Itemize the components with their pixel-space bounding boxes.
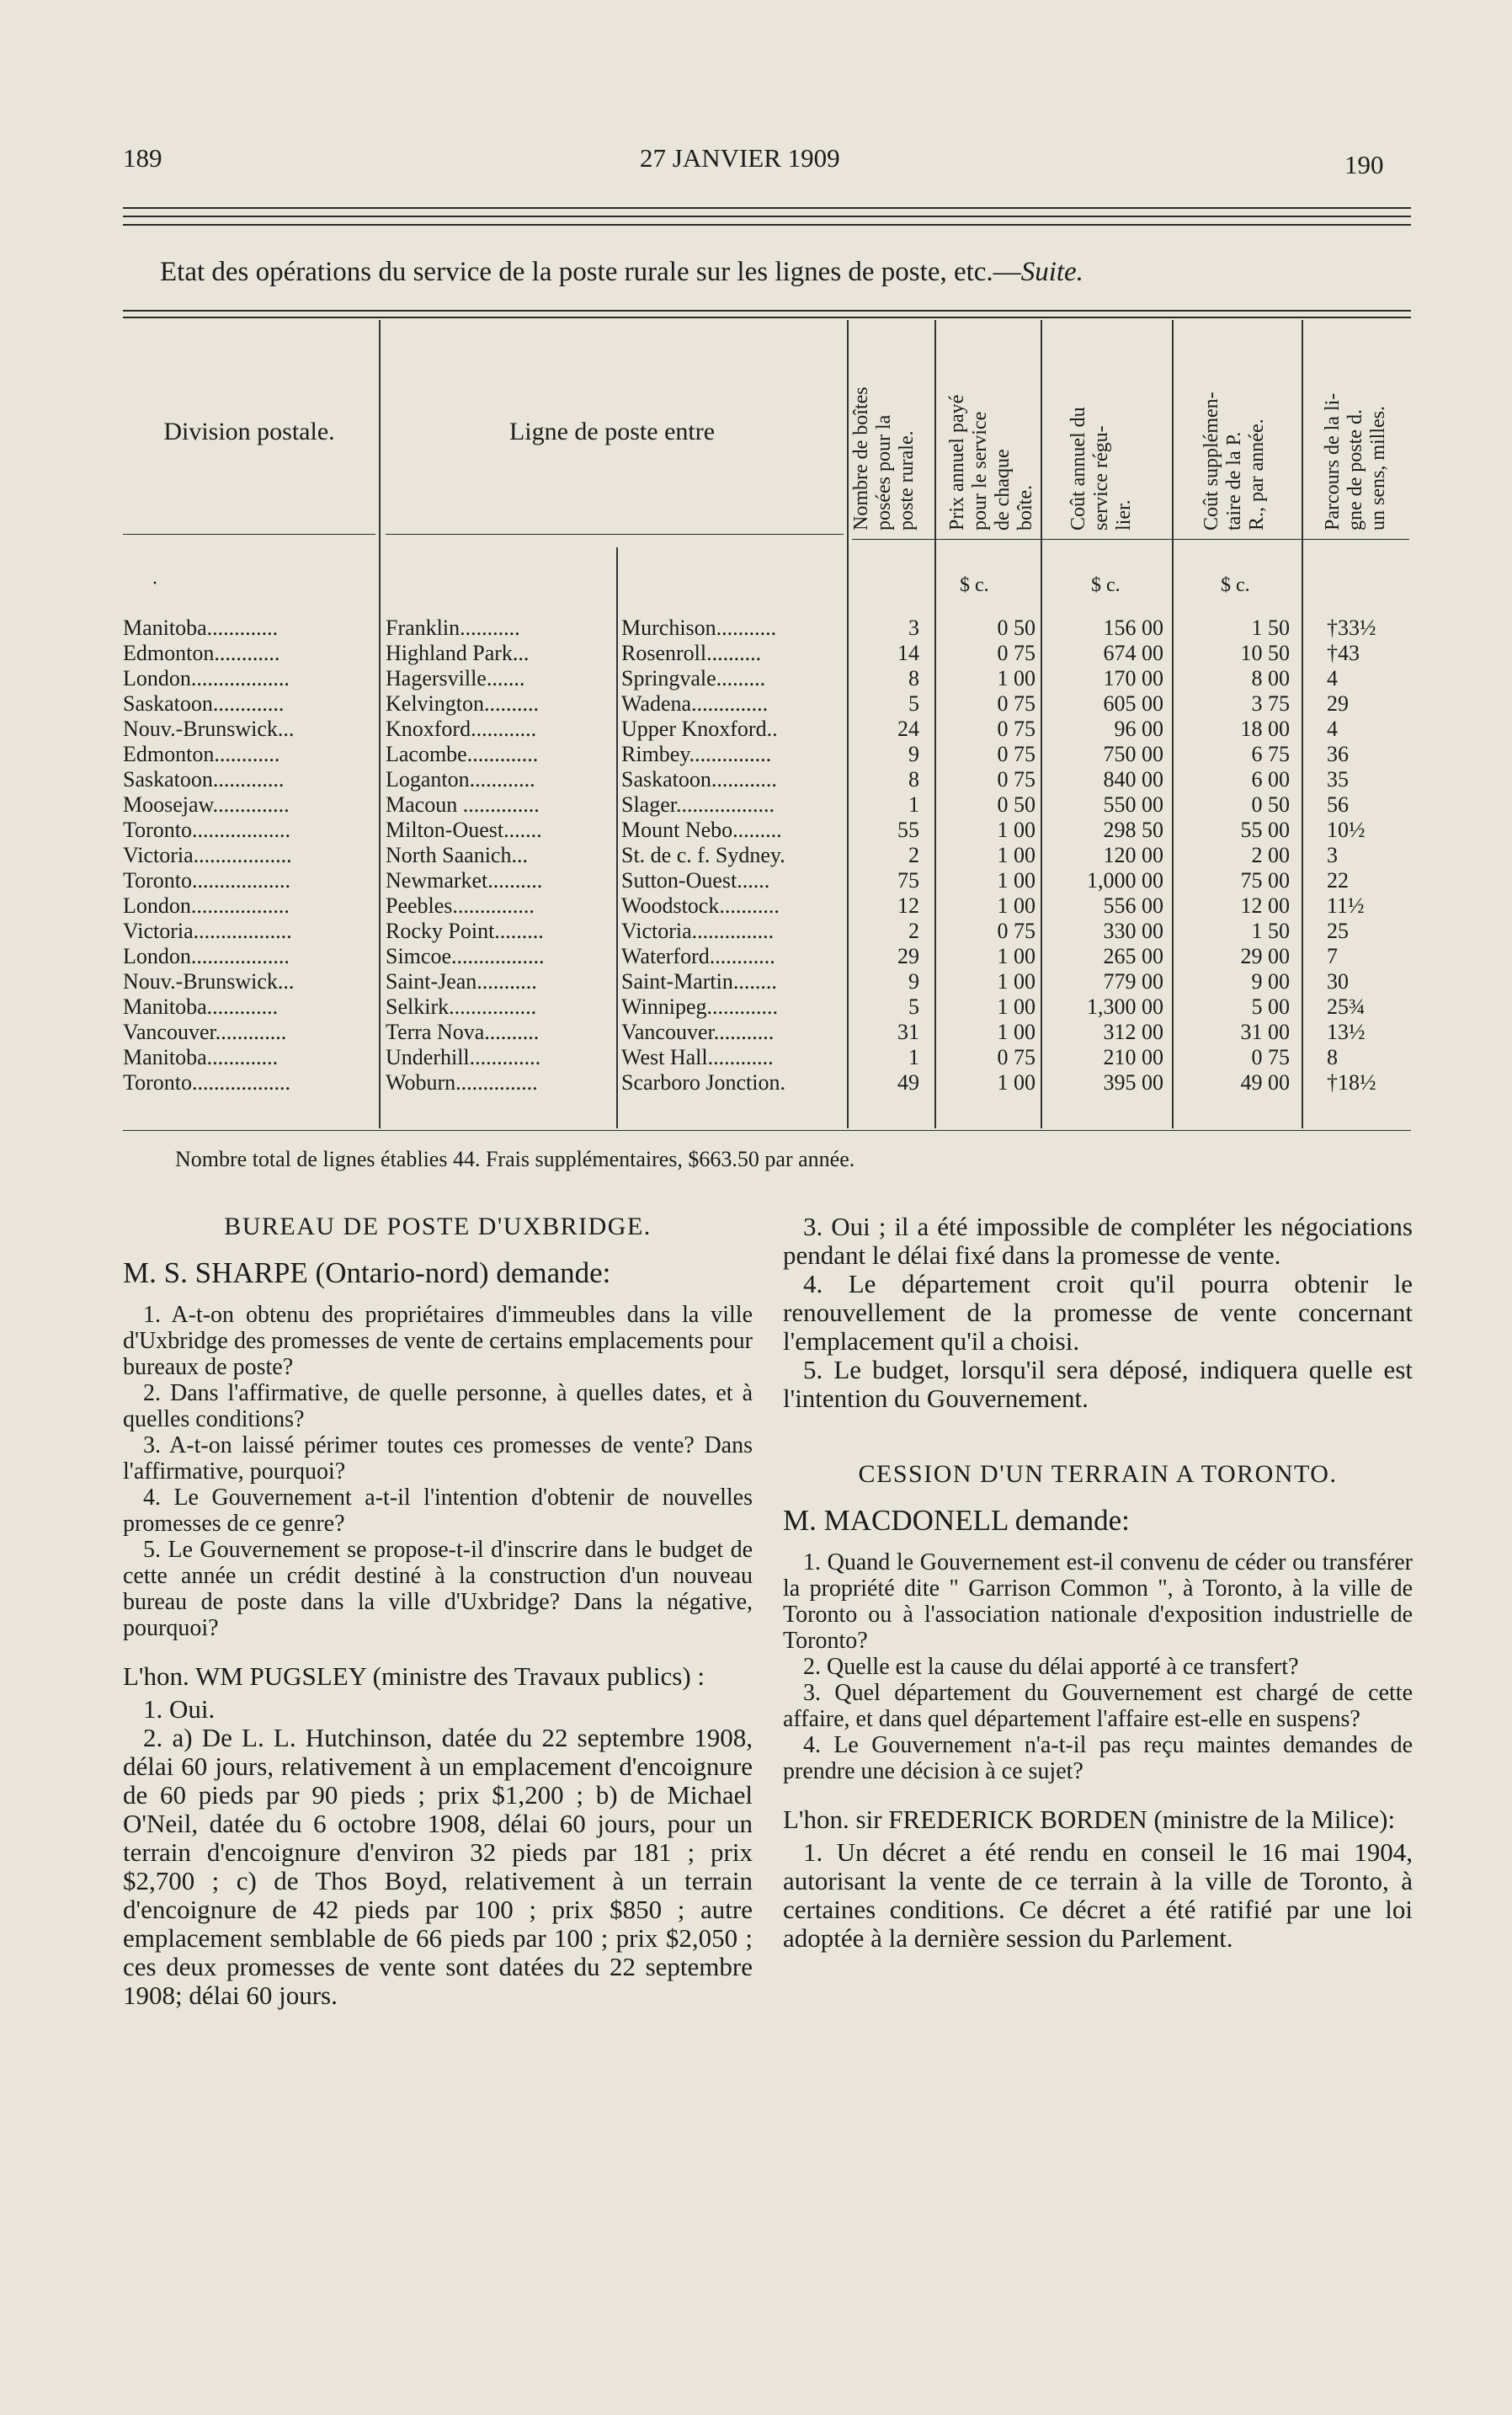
- cell-supplementary-cost: 31 00: [1240, 1020, 1290, 1044]
- cell-supplementary-cost: 8 00: [1251, 666, 1290, 690]
- table-row: [0, 666, 1512, 691]
- cell-supplementary-cost: 0 50: [1251, 792, 1290, 817]
- cell-annual-cost: 210 00: [1103, 1045, 1163, 1069]
- col-header-supp: Coût supplémen- taire de la P. R., par année.: [1201, 392, 1268, 530]
- cell-division: Manitoba.............: [123, 616, 279, 640]
- cell-miles: 25¾: [1327, 994, 1366, 1019]
- table-row: [0, 717, 1512, 742]
- left-column: [123, 1213, 753, 2010]
- answer-paragraph: 1. Oui.: [143, 1694, 216, 1724]
- cell-supplementary-cost: 6 75: [1251, 742, 1290, 766]
- table-row: [0, 919, 1512, 944]
- table-row: [0, 767, 1512, 792]
- cell-supplementary-cost: 10 50: [1240, 641, 1290, 665]
- cell-division: Nouv.-Brunswick...: [123, 717, 295, 741]
- cell-annual-cost: 312 00: [1103, 1020, 1163, 1044]
- question-paragraph: 2. Quelle est la cause du délai apporté à ce transfert?: [803, 1654, 1299, 1680]
- minister-line-borden: L'hon. sir FREDERICK BORDEN (ministre de la Milice):: [783, 1805, 1396, 1834]
- cell-price: 1 00: [997, 944, 1036, 968]
- cell-annual-cost: 605 00: [1103, 691, 1163, 716]
- col-header-line: Ligne de poste entre: [508, 418, 716, 445]
- cell-supplementary-cost: 49 00: [1240, 1070, 1290, 1095]
- cell-line-from: Kelvington..........: [386, 691, 539, 716]
- cell-boxes: 8: [908, 767, 919, 792]
- cell-supplementary-cost: 9 00: [1251, 969, 1290, 994]
- cell-line-from: Hagersville.......: [386, 666, 525, 690]
- cell-price: 1 00: [997, 818, 1036, 842]
- cell-price: 0 75: [997, 717, 1036, 741]
- cell-division: London..................: [123, 666, 290, 690]
- cell-supplementary-cost: 3 75: [1251, 691, 1290, 716]
- cell-line-to: Scarboro Jonction.: [621, 1070, 785, 1095]
- cell-line-from: Woburn...............: [386, 1070, 538, 1095]
- cell-annual-cost: 1,300 00: [1087, 994, 1163, 1019]
- table-row: [0, 616, 1512, 641]
- cell-annual-cost: 120 00: [1103, 843, 1163, 867]
- cell-annual-cost: 840 00: [1103, 767, 1163, 792]
- cell-line-from: Rocky Point.........: [386, 919, 544, 943]
- page-number-right: 190: [1344, 150, 1384, 179]
- cell-supplementary-cost: 1 50: [1251, 616, 1290, 640]
- cell-line-to: West Hall............: [621, 1045, 774, 1069]
- cell-line-from: North Saanich...: [386, 843, 528, 867]
- cell-annual-cost: 156 00: [1103, 616, 1163, 640]
- cell-supplementary-cost: 12 00: [1240, 893, 1290, 918]
- cell-price: 1 00: [997, 1020, 1036, 1044]
- cell-supplementary-cost: 75 00: [1240, 868, 1290, 893]
- question-paragraph: 4. Le Gouvernement a-t-il l'intention d'obtenir de nouvelles promesses de ce genre?: [123, 1485, 753, 1537]
- cell-boxes: 55: [897, 818, 919, 842]
- cell-miles: †18½: [1327, 1070, 1376, 1095]
- unit-dot: ·: [152, 573, 158, 594]
- cell-line-from: Lacombe.............: [386, 742, 539, 766]
- table-row: [0, 893, 1512, 919]
- cell-miles: 3: [1327, 843, 1338, 867]
- cell-line-from: Franklin...........: [386, 616, 520, 640]
- table-row: [0, 792, 1512, 818]
- question-paragraph: 1. A-t-on obtenu des propriétaires d'immeubles dans la ville d'Uxbridge des promesses de vente de certains emplacements pour bureaux de poste?: [123, 1302, 753, 1380]
- question-paragraph: 3. A-t-on laissé périmer toutes ces promesses de vente? Dans l'affirmative, pourquoi?: [123, 1432, 753, 1485]
- cell-miles: 25: [1327, 919, 1349, 943]
- answer-list-uxbridge-continued: [783, 1213, 1413, 1413]
- cell-division: London..................: [123, 893, 290, 918]
- table-row: [0, 1070, 1512, 1096]
- cell-line-to: Victoria...............: [621, 919, 775, 943]
- answer-list-uxbridge: [123, 1695, 753, 2010]
- cell-line-to: Waterford............: [621, 944, 775, 968]
- cell-price: 0 75: [997, 919, 1036, 943]
- cell-miles: 36: [1327, 742, 1349, 766]
- question-paragraph: 2. Dans l'affirmative, de quelle personne, à quelles dates, et à quelles conditions?: [123, 1380, 753, 1432]
- table-row: [0, 969, 1512, 994]
- col-header-division: Division postale.: [163, 418, 335, 445]
- cell-boxes: 8: [908, 666, 919, 690]
- col-header-miles: Parcours de la li- gne de poste d. un sens, milles.: [1322, 392, 1389, 530]
- cell-boxes: 9: [908, 742, 919, 766]
- cell-price: 0 75: [997, 767, 1036, 792]
- cell-price: 1 00: [997, 893, 1036, 918]
- section-heading-toronto: CESSION D'UN TERRAIN A TORONTO.: [858, 1460, 1338, 1488]
- cell-division: Victoria..................: [123, 919, 292, 943]
- cell-miles: 29: [1327, 691, 1349, 716]
- col-header-price: Prix annuel payé pour le service de chaque boîte.: [946, 394, 1036, 530]
- cell-boxes: 14: [897, 641, 919, 665]
- cell-supplementary-cost: 1 50: [1251, 919, 1290, 943]
- unit-supp: $ c.: [1221, 574, 1250, 596]
- answer-paragraph: 1. Un décret a été rendu en conseil le 16 mai 1904, autorisant la vente de ce terrain à la ville de Toronto, à certaines conditions. Ce décret a été ratifié par une loi adoptée à la dernière session du Parlement.: [783, 1837, 1413, 1953]
- cell-line-to: Woodstock...........: [621, 893, 780, 918]
- cell-miles: 7: [1327, 944, 1338, 968]
- cell-line-from: Knoxford............: [386, 717, 537, 741]
- cell-line-to: Murchison...........: [621, 616, 777, 640]
- question-paragraph: 1. Quand le Gouvernement est-il convenu de céder ou transférer la propriété dite " Garrison Common ", à Toronto, à la ville de Toronto ou à l'association nationale d'exposition industrielle de Toronto?: [783, 1549, 1413, 1654]
- cell-line-from: Saint-Jean...........: [386, 969, 537, 994]
- cell-boxes: 24: [897, 717, 919, 741]
- asks-line-macdonell: M. MACDONELL demande:: [783, 1504, 1130, 1537]
- table-row: [0, 742, 1512, 767]
- answer-paragraph: 3. Oui ; il a été impossible de compléter les négociations pendant le délai fixé dans la promesse de vente.: [783, 1212, 1413, 1270]
- cell-division: London..................: [123, 944, 290, 968]
- cell-boxes: 12: [897, 893, 919, 918]
- question-paragraph: 5. Le Gouvernement se propose-t-il d'inscrire dans le budget de cette année un crédit destiné à la construction d'un nouveau bureau de poste dans la ville d'Uxbridge? Dans la négative, pourquoi?: [123, 1537, 753, 1641]
- table-title-suffix: Suite.: [1020, 257, 1083, 287]
- cell-division: Saskatoon.............: [123, 691, 285, 716]
- right-column: [783, 1213, 1413, 1953]
- cell-supplementary-cost: 6 00: [1251, 767, 1290, 792]
- cell-supplementary-cost: 29 00: [1240, 944, 1290, 968]
- cell-price: 1 00: [997, 666, 1036, 690]
- cell-boxes: 31: [897, 1020, 919, 1044]
- cell-division: Vancouver.............: [123, 1020, 287, 1044]
- cell-price: 0 50: [997, 616, 1036, 640]
- cell-division: Edmonton............: [123, 641, 280, 665]
- cell-annual-cost: 1,000 00: [1087, 868, 1163, 893]
- cell-supplementary-cost: 5 00: [1251, 994, 1290, 1019]
- table-row: [0, 868, 1512, 893]
- cell-annual-cost: 674 00: [1103, 641, 1163, 665]
- cell-supplementary-cost: 18 00: [1240, 717, 1290, 741]
- header-rule-2: [123, 216, 1411, 217]
- cell-annual-cost: 265 00: [1103, 944, 1163, 968]
- cell-division: Moosejaw..............: [123, 792, 290, 817]
- cell-boxes: 2: [908, 843, 919, 867]
- table-footer-note: Nombre total de lignes établies 44. Frais supplémentaires, $663.50 par année.: [175, 1147, 855, 1171]
- cell-price: 0 75: [997, 1045, 1036, 1069]
- col-header-cost: Coût annuel du service régu- lier.: [1067, 407, 1135, 530]
- table-row: [0, 944, 1512, 969]
- cell-price: 1 00: [997, 994, 1036, 1019]
- cell-line-from: Terra Nova..........: [386, 1020, 540, 1044]
- cell-line-to: Sutton-Ouest......: [621, 868, 770, 893]
- cell-line-to: Rimbey...............: [621, 742, 772, 766]
- cell-line-to: Springvale.........: [621, 666, 766, 690]
- cell-miles: 30: [1327, 969, 1349, 994]
- cell-price: 1 00: [997, 1070, 1036, 1095]
- cell-boxes: 5: [908, 994, 919, 1019]
- cell-price: 0 50: [997, 792, 1036, 817]
- cell-division: Edmonton............: [123, 742, 280, 766]
- cell-line-from: Newmarket..........: [386, 868, 543, 893]
- cell-price: 0 75: [997, 641, 1036, 665]
- cell-division: Manitoba.............: [123, 1045, 279, 1069]
- col-header-boxes: Nombre de boîtes posées pour la poste rurale.: [850, 387, 918, 530]
- cell-miles: 22: [1327, 868, 1349, 893]
- cell-boxes: 5: [908, 691, 919, 716]
- cell-miles: 13½: [1327, 1020, 1366, 1044]
- cell-line-from: Milton-Ouest.......: [386, 818, 542, 842]
- cell-miles: 4: [1327, 717, 1338, 741]
- table-row: [0, 818, 1512, 843]
- table-bottom-rule: [123, 1130, 1411, 1131]
- cell-supplementary-cost: 2 00: [1251, 843, 1290, 867]
- cell-annual-cost: 170 00: [1103, 666, 1163, 690]
- cell-line-to: Mount Nebo.........: [621, 818, 782, 842]
- cell-annual-cost: 550 00: [1103, 792, 1163, 817]
- cell-line-from: Macoun ..............: [386, 792, 540, 817]
- cell-boxes: 29: [897, 944, 919, 968]
- table-row: [0, 994, 1512, 1020]
- cell-miles: 4: [1327, 666, 1338, 690]
- cell-boxes: 75: [897, 868, 919, 893]
- header-underline-division: [123, 534, 375, 535]
- cell-division: Toronto..................: [123, 1070, 290, 1095]
- table-row: [0, 691, 1512, 717]
- table-row: [0, 1020, 1512, 1045]
- question-paragraph: 4. Le Gouvernement n'a-t-il pas reçu maintes demandes de prendre une décision à ce sujet?: [783, 1732, 1413, 1784]
- cell-division: Manitoba.............: [123, 994, 279, 1019]
- cell-annual-cost: 330 00: [1103, 919, 1163, 943]
- cell-price: 1 00: [997, 868, 1036, 893]
- cell-annual-cost: 556 00: [1103, 893, 1163, 918]
- cell-line-from: Underhill.............: [386, 1045, 541, 1069]
- cell-supplementary-cost: 0 75: [1251, 1045, 1290, 1069]
- cell-boxes: 3: [908, 616, 919, 640]
- cell-miles: †43: [1327, 641, 1360, 665]
- cell-line-to: Saskatoon............: [621, 767, 777, 792]
- answer-list-toronto: [783, 1838, 1413, 1953]
- cell-line-to: Winnipeg.............: [621, 994, 778, 1019]
- section-heading-uxbridge: BUREAU DE POSTE D'UXBRIDGE.: [224, 1213, 652, 1240]
- answer-paragraph: 5. Le budget, lorsqu'il sera déposé, indiquera quelle est l'intention du Gouvernement.: [783, 1355, 1413, 1413]
- cell-annual-cost: 750 00: [1103, 742, 1163, 766]
- cell-line-to: Rosenroll..........: [621, 641, 762, 665]
- cell-price: 0 75: [997, 691, 1036, 716]
- cell-boxes: 2: [908, 919, 919, 943]
- cell-miles: †33½: [1327, 616, 1376, 640]
- cell-line-to: Vancouver...........: [621, 1020, 775, 1044]
- cell-line-to: Slager..................: [621, 792, 775, 817]
- cell-boxes: 1: [908, 792, 919, 817]
- answer-paragraph: 2. a) De L. L. Hutchinson, datée du 22 septembre 1908, délai 60 jours, relativement à un emplacement d'encoignure de 60 pieds par 90 pieds ; prix $1,200 ; b) de Michael O'Neil, datée du 6 octobre 1908, délai 60 jours, pour un terrain d'encoignure d'environ 32 pieds par 181 ; prix $2,700 ; c) de Thos Boyd, relativement à un terrain d'encoignure de 42 pieds par 100 ; prix $850 ; autre emplacement semblable de 66 pieds par 100 ; prix $2,050 ; ces deux promesses de vente sont datées du 22 septembre 1908; délai 60 jours.: [123, 1723, 753, 2010]
- page-date: 27 JANVIER 1909: [640, 143, 840, 173]
- cell-division: Nouv.-Brunswick...: [123, 969, 295, 994]
- cell-miles: 8: [1327, 1045, 1338, 1069]
- answer-paragraph: 4. Le département croit qu'il pourra obtenir le renouvellement de la promesse de vente concernant l'emplacement qu'il a choisi.: [783, 1269, 1413, 1356]
- cell-line-from: Highland Park...: [386, 641, 530, 665]
- table-row: [0, 843, 1512, 868]
- cell-line-to: St. de c. f. Sydney.: [621, 843, 785, 867]
- cell-miles: 11½: [1327, 893, 1365, 918]
- question-list-toronto: [783, 1549, 1413, 1784]
- question-list-uxbridge: [123, 1302, 753, 1641]
- cell-price: 1 00: [997, 969, 1036, 994]
- cell-division: Toronto..................: [123, 818, 290, 842]
- table-row: [0, 1045, 1512, 1070]
- table-title: Etat des opérations du service de la poste rurale sur les lignes de poste, etc.—Suite.: [160, 257, 1083, 287]
- cell-line-from: Loganton............: [386, 767, 535, 792]
- unit-price: $ c.: [960, 574, 989, 596]
- cell-line-to: Saint-Martin........: [621, 969, 777, 994]
- cell-line-from: Selkirk................: [386, 994, 537, 1019]
- header-underline-line: [386, 534, 844, 535]
- table-row: [0, 641, 1512, 666]
- cell-price: 1 00: [997, 843, 1036, 867]
- cell-annual-cost: 395 00: [1103, 1070, 1163, 1095]
- cell-miles: 10½: [1327, 818, 1366, 842]
- header-rule-1: [123, 207, 1411, 209]
- cell-price: 0 75: [997, 742, 1036, 766]
- page-number-left: 189: [123, 143, 162, 173]
- asks-line-sharpe: M. S. SHARPE (Ontario-nord) demande:: [123, 1256, 611, 1289]
- cell-annual-cost: 96 00: [1114, 717, 1163, 741]
- question-paragraph: 3. Quel département du Gouvernement est chargé de cette affaire, et dans quel département l'affaire est-elle en suspens?: [783, 1680, 1413, 1732]
- cell-supplementary-cost: 55 00: [1240, 818, 1290, 842]
- header-rule-3: [123, 224, 1411, 226]
- minister-line-pugsley: L'hon. WM PUGSLEY (ministre des Travaux publics) :: [123, 1661, 705, 1691]
- cell-annual-cost: 779 00: [1103, 969, 1163, 994]
- cell-division: Toronto..................: [123, 868, 290, 893]
- table-top-rule-2: [123, 317, 1411, 318]
- cell-line-from: Simcoe.................: [386, 944, 545, 968]
- cell-annual-cost: 298 50: [1103, 818, 1163, 842]
- table-body: [0, 616, 1512, 1096]
- table-top-rule-1: [123, 310, 1411, 312]
- cell-boxes: 9: [908, 969, 919, 994]
- cell-boxes: 49: [897, 1070, 919, 1095]
- cell-division: Saskatoon.............: [123, 767, 285, 792]
- cell-miles: 56: [1327, 792, 1349, 817]
- cell-line-to: Upper Knoxford..: [621, 717, 778, 741]
- unit-cost: $ c.: [1091, 574, 1121, 596]
- cell-miles: 35: [1327, 767, 1349, 792]
- cell-boxes: 1: [908, 1045, 919, 1069]
- cell-line-from: Peebles...............: [386, 893, 535, 918]
- cell-line-to: Wadena..............: [621, 691, 769, 716]
- cell-division: Victoria..................: [123, 843, 292, 867]
